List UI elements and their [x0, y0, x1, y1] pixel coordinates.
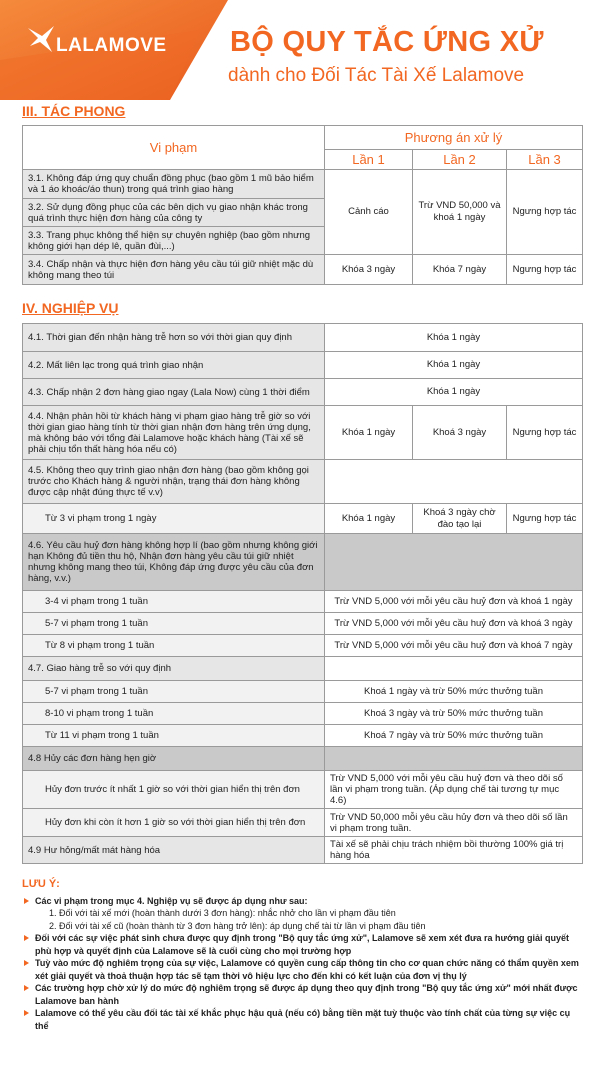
violation-4-7-c: Từ 11 vi phạm trong 1 tuần [23, 725, 325, 747]
violation-3-2: 3.2. Sử dụng đồng phục của các bên dịch vụ giao nhận khác trong quá trình thực hiện đơn hàng của công ty [23, 199, 325, 227]
bullet-arrow-icon [24, 898, 29, 904]
penalty-4-3: Khóa 1 ngày [325, 379, 583, 406]
notes-section [22, 878, 582, 1032]
violation-4-8-a: Hủy đơn trước ít nhất 1 giờ so với thời gian hiển thị trên đơn [23, 771, 325, 809]
penalty-4-4-third: Ngưng hợp tác [507, 406, 583, 460]
page-subtitle: dành cho Đối Tác Tài Xế Lalamove [228, 65, 525, 86]
penalty-4-8-a: Trừ VND 5,000 với mỗi yêu cầu huỷ đơn và theo dõi số lần vi phạm trong tuần. (Áp dụng chế tài tương tự mục 4.6) [325, 771, 583, 809]
note-5-text: Lalamove có thể yêu cầu đối tác tài xế khắc phục hậu quả (nếu có) bằng tiền mặt tuỳ thuộc vào tính chất của từng sự việc cụ thể [35, 1008, 571, 1031]
section-3-title: III. TÁC PHONG [22, 103, 126, 119]
violation-4-6-c: Từ 8 vi phạm trong 1 tuần [23, 635, 325, 657]
conduct-table [22, 125, 583, 285]
col-violation-header: Vi phạm [23, 126, 325, 170]
violation-4-8: 4.8 Hủy các đơn hàng hẹn giờ [23, 747, 325, 771]
penalty-4-9: Tài xế sẽ phải chịu trách nhiệm bồi thường 100% giá trị hàng hóa [325, 837, 583, 864]
penalty-4-8-b: Trừ VND 50,000 mỗi yêu cầu hủy đơn và theo dõi số lần vi phạm trong tuần. [325, 809, 583, 837]
col-action-header: Phương án xử lý [325, 126, 583, 150]
violation-4-4: 4.4. Nhận phản hồi từ khách hàng vi phạm giao hàng trễ giờ so với thời gian giao hàng tính từ thời gian nhận đơn hàng trên ứng dụng, mà không báo với tổng đài Lalamove hoặc khách hàng (Tài xế sẽ phải chịu tổn thất hàng hóa nếu có) [23, 406, 325, 460]
lalamove-bird-icon [26, 24, 58, 54]
header [0, 0, 600, 100]
violation-4-6-a: 3-4 vi phạm trong 1 tuần [23, 591, 325, 613]
violation-4-9: 4.9 Hư hỏng/mất mát hàng hóa [23, 837, 325, 864]
operations-table [22, 323, 583, 864]
penalty-4-7-c: Khoá 7 ngày và trừ 50% mức thưởng tuần [325, 725, 583, 747]
note-1-a: 1. Đối với tài xế mới (hoàn thành dưới 3 đơn hàng): nhắc nhở cho lần vi phạm đầu tiên [49, 908, 396, 918]
penalty-4-6-b: Trừ VND 5,000 với mỗi yêu cầu huỷ đơn và khoá 3 ngày [325, 613, 583, 635]
penalty-4-2: Khóa 1 ngày [325, 352, 583, 379]
col-second-header: Lần 2 [413, 150, 507, 170]
brand-logo-text: LALAMOVE [56, 35, 167, 56]
violation-4-7: 4.7. Giao hàng trễ so với quy định [23, 657, 325, 681]
note-4-text: Các trường hợp chờ xử lý do mức độ nghiêm trọng sẽ được áp dụng theo quy định trong "Bộ quy tắc ứng xử" mới nhất được Lalamove ban hành [35, 983, 578, 1006]
violation-4-7-a: 5-7 vi phạm trong 1 tuần [23, 681, 325, 703]
penalty-4-6-c: Trừ VND 5,000 với mỗi yêu cầu huỷ đơn và khoá 7 ngày [325, 635, 583, 657]
penalty-3-first: Cảnh cáo [325, 170, 413, 255]
violation-4-6-b: 5-7 vi phạm trong 1 tuần [23, 613, 325, 635]
penalty-4-6-empty [325, 534, 583, 591]
note-1-text: Các vi phạm trong mục 4. Nghiệp vụ sẽ được áp dụng như sau: [35, 895, 308, 906]
violation-3-3: 3.3. Trang phục không thể hiện sự chuyên nghiệp (bao gồm nhưng không giới hạn dép lê, quần đùi,...) [23, 227, 325, 255]
violation-4-8-b: Hủy đơn khi còn ít hơn 1 giờ so với thời gian hiển thị trên đơn [23, 809, 325, 837]
penalty-3-4-first: Khóa 3 ngày [325, 255, 413, 285]
violation-3-4: 3.4. Chấp nhận và thực hiện đơn hàng yêu cầu túi giữ nhiệt mặc dù không mang theo túi [23, 255, 325, 285]
penalty-3-second: Trừ VND 50,000 và khoá 1 ngày [413, 170, 507, 255]
penalty-4-5-empty [325, 460, 583, 504]
note-3 [22, 957, 582, 982]
col-third-header: Lần 3 [507, 150, 583, 170]
bullet-arrow-icon [24, 935, 29, 941]
note-2-text: Đối với các sự việc phát sinh chưa được quy định trong "Bộ quy tắc ứng xử", Lalamove sẽ xem xét đưa ra hướng giải quyết phù hợp và quyết định của Lalamove sẽ là cuối cùng cho mọi trường hợp [35, 933, 569, 956]
penalty-4-1: Khóa 1 ngày [325, 324, 583, 352]
penalty-4-8-empty [325, 747, 583, 771]
penalty-3-third: Ngưng hợp tác [507, 170, 583, 255]
penalty-3-4-second: Khóa 7 ngày [413, 255, 507, 285]
penalty-4-7-b: Khoá 3 ngày và trừ 50% mức thưởng tuần [325, 703, 583, 725]
penalty-4-5-a-second: Khoá 3 ngày chờ đào tạo lại [413, 504, 507, 534]
penalty-4-6-a: Trừ VND 5,000 với mỗi yêu cầu huỷ đơn và khoá 1 ngày [325, 591, 583, 613]
penalty-3-4-third: Ngưng hợp tác [507, 255, 583, 285]
violation-4-5-a: Từ 3 vi phạm trong 1 ngày [23, 504, 325, 534]
penalty-4-5-a-third: Ngưng hợp tác [507, 504, 583, 534]
violation-4-2: 4.2. Mất liên lạc trong quá trình giao nhận [23, 352, 325, 379]
violation-4-1: 4.1. Thời gian đến nhận hàng trễ hơn so với thời gian quy định [23, 324, 325, 352]
note-1-b: 2. Đối với tài xế cũ (hoàn thành từ 3 đơn hàng trở lên): áp dụng chế tài từ lần vi phạm đầu tiên [49, 920, 426, 931]
bullet-arrow-icon [24, 1010, 29, 1016]
violation-4-5: 4.5. Không theo quy trình giao nhận đơn hàng (bao gồm không gọi trước cho Khách hàng & người nhận, trạng thái đơn hàng không được cập nhật đúng thực tế v.v) [23, 460, 325, 504]
bullet-arrow-icon [24, 985, 29, 991]
col-first-header: Lần 1 [325, 150, 413, 170]
note-1 [22, 895, 582, 908]
penalty-4-7-a: Khoá 1 ngày và trừ 50% mức thưởng tuần [325, 681, 583, 703]
page-title: BỘ QUY TẮC ỨNG XỬ [230, 26, 544, 58]
penalty-4-4-second: Khoá 3 ngày [413, 406, 507, 460]
violation-3-1: 3.1. Không đáp ứng quy chuẩn đồng phục (bao gồm 1 mũ bảo hiểm và 1 áo khoác/áo thun) trong quá trình giao hàng [23, 170, 325, 199]
penalty-4-7-empty [325, 657, 583, 681]
violation-4-7-b: 8-10 vi phạm trong 1 tuần [23, 703, 325, 725]
bullet-arrow-icon [24, 960, 29, 966]
violation-4-3: 4.3. Chấp nhận 2 đơn hàng giao ngay (Lala Now) cùng 1 thời điểm [23, 379, 325, 406]
note-5 [22, 1007, 582, 1032]
penalty-4-5-a-first: Khóa 1 ngày [325, 504, 413, 534]
notes-title: LƯU Ý: [22, 878, 60, 890]
section-4-title: IV. NGHIỆP VỤ [22, 300, 119, 316]
note-4 [22, 982, 582, 1007]
penalty-4-4-first: Khóa 1 ngày [325, 406, 413, 460]
note-2 [22, 932, 582, 957]
note-3-text: Tuỳ vào mức độ nghiêm trọng của sự việc, Lalamove có quyền cung cấp thông tin cho cơ quan chức năng có thẩm quyền xem xét giải quyết và thoả thuận hợp tác sẽ tạm thời vô hiệu lực cho đến khi có kết luận của đơn vị thụ lý [35, 958, 579, 981]
violation-4-6: 4.6. Yêu cầu huỷ đơn hàng không hợp lí (bao gồm nhưng không giới hạn Không đủ tiền thu hộ, Nhận đơn hàng yêu cầu túi giữ nhiệt nhưng không mang theo túi, Không đáp ứng được yêu cầu của đơn hàng, v.v.) [23, 534, 325, 591]
